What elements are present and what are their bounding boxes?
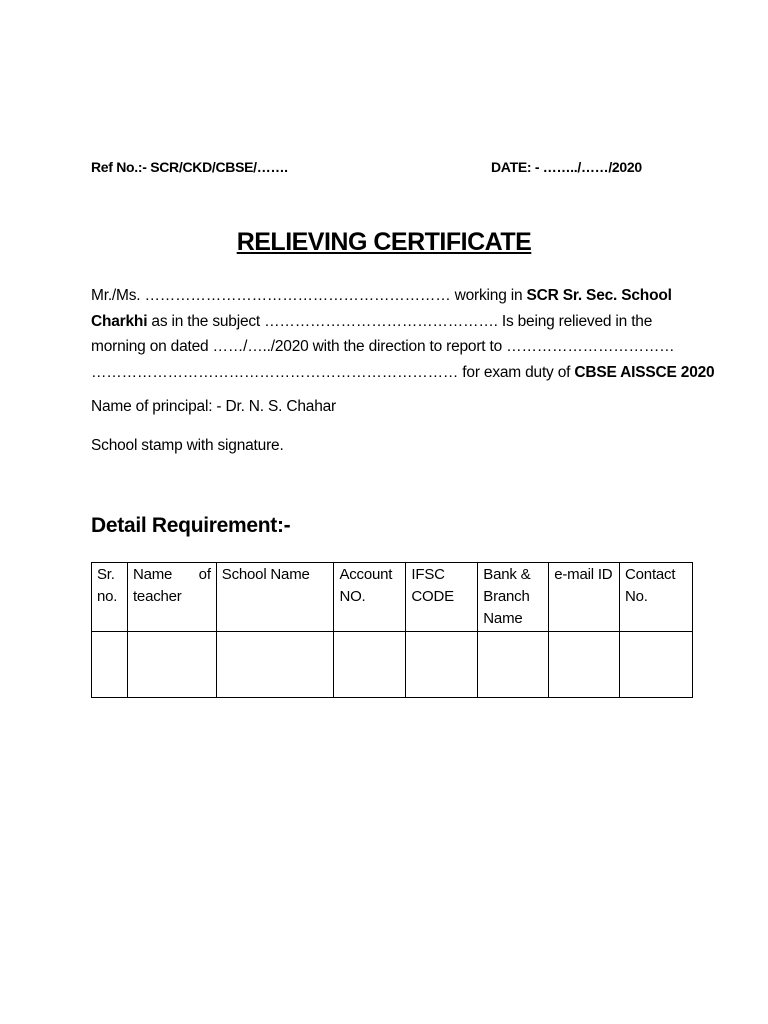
page-title: RELIEVING CERTIFICATE	[236, 228, 532, 256]
table-cell[interactable]	[216, 632, 334, 698]
table-cell[interactable]	[406, 632, 478, 698]
table-header-cell: Account NO.	[334, 563, 406, 632]
date-field: DATE: - ……../……/2020	[491, 159, 642, 175]
table-header-cell: Bank & Branch Name	[478, 563, 549, 632]
table-header-cell: Sr. no.	[92, 563, 128, 632]
table-header-cell: IFSC CODE	[406, 563, 478, 632]
table-row	[92, 632, 693, 698]
table-cell[interactable]	[549, 632, 620, 698]
table-header-cell: Contact No.	[620, 563, 693, 632]
body-line-2-text: as in the subject ………………………………………. Is being relieved in the	[147, 312, 653, 330]
exam-name-bold: CBSE AISSCE 2020	[574, 363, 715, 381]
table-cell[interactable]	[127, 632, 216, 698]
detail-requirement-heading: Detail Requirement:-	[91, 514, 291, 537]
table-header-cell: e-mail ID	[549, 563, 620, 632]
school-stamp-note: School stamp with signature.	[91, 437, 284, 454]
body-line-1	[91, 283, 691, 309]
certificate-body	[91, 283, 715, 385]
table-header-cell: Name of teacher	[127, 563, 216, 632]
table-header-row	[92, 563, 693, 632]
table-cell[interactable]	[92, 632, 128, 698]
body-line-4	[91, 360, 715, 386]
table-header-cell: School Name	[216, 563, 334, 632]
body-line-4-text: ……………………………………………………………… for exam duty of	[91, 363, 575, 381]
reference-number: Ref No.:- SCR/CKD/CBSE/…….	[91, 159, 288, 175]
reference-line	[91, 159, 651, 175]
table-cell[interactable]	[620, 632, 693, 698]
table-cell[interactable]	[334, 632, 406, 698]
body-line-2	[91, 309, 691, 335]
school-name-bold: SCR Sr. Sec. School	[526, 287, 672, 304]
body-line-3-text: morning on dated ……/…../2020 with the direction to report to ……………………………	[91, 338, 675, 355]
body-line-1-text: Mr./Ms. …………………………………………………… working in	[91, 287, 527, 304]
body-line-3	[91, 334, 691, 360]
school-town-bold: Charkhi	[91, 312, 148, 330]
principal-name: Name of principal: - Dr. N. S. Chahar	[91, 398, 336, 415]
table-cell[interactable]	[478, 632, 549, 698]
detail-requirement-table	[91, 562, 693, 698]
